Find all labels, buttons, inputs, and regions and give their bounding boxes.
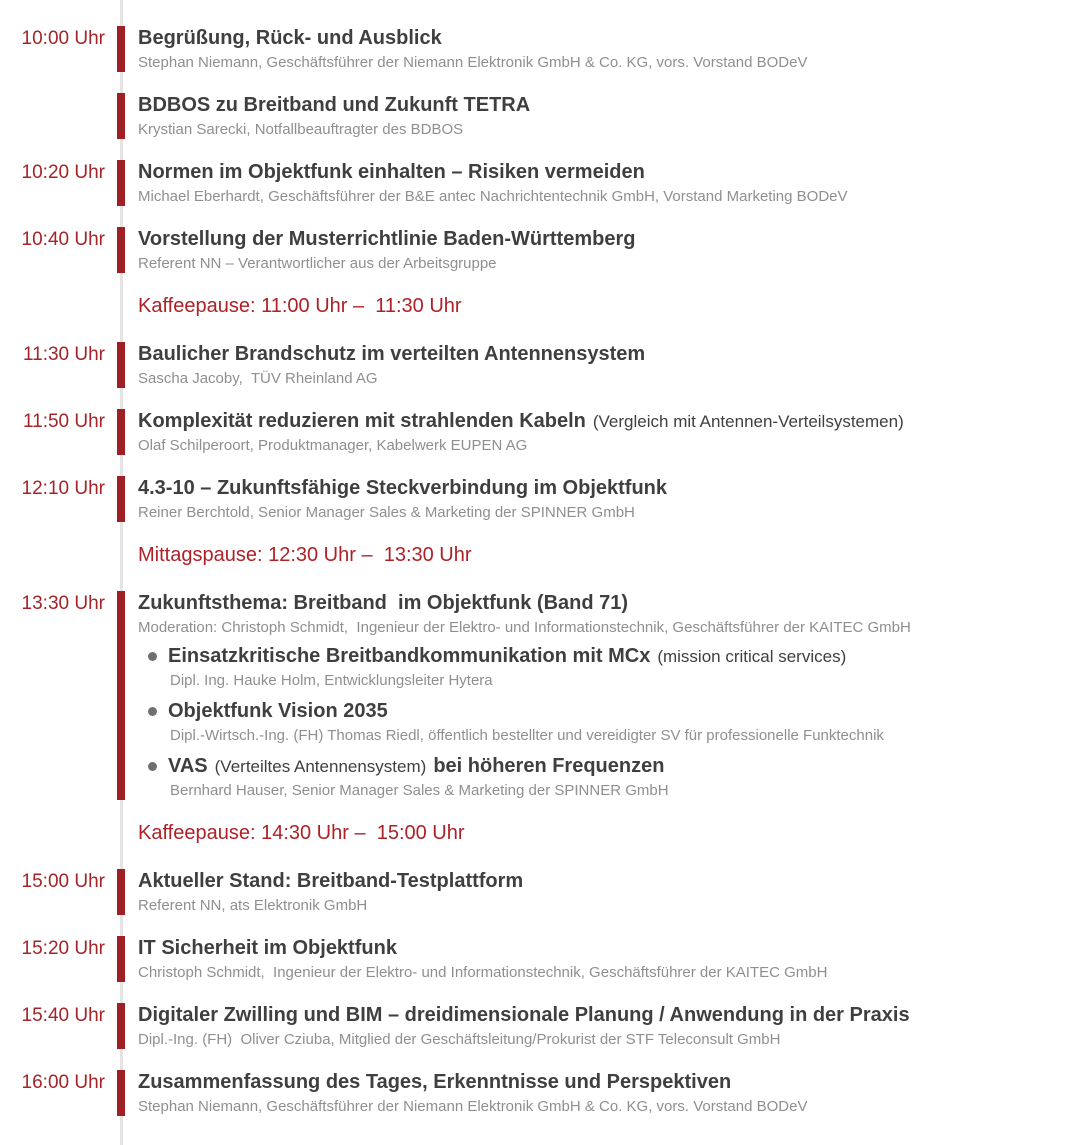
session-speaker: Krystian Sarecki, Notfallbeauftragter des BDBOS — [138, 121, 464, 138]
session-title: Digitaler Zwilling und BIM – dreidimensionale Planung / Anwendung in der Praxis — [138, 1004, 910, 1026]
break-time-spacer — [0, 543, 105, 567]
session-content — [138, 1070, 1080, 1116]
session-accent-bar — [117, 342, 125, 388]
session-time: 11:30 Uhr — [22, 344, 105, 365]
session-time: 15:40 Uhr — [21, 1005, 105, 1026]
agenda-break-row — [0, 294, 1080, 318]
session-content — [138, 409, 1080, 455]
bullet-icon — [148, 652, 157, 661]
session-time: 10:40 Uhr — [21, 229, 105, 250]
session-accent-bar — [117, 476, 125, 522]
session-accent-bar — [117, 409, 125, 455]
session-speaker: Olaf Schilperoort, Produktmanager, Kabelwerk EUPEN AG — [138, 437, 528, 454]
session-accent-bar — [117, 26, 125, 72]
session-content — [138, 93, 1080, 139]
sub-topic-speaker: Bernhard Hauser, Senior Manager Sales & Marketing der SPINNER GmbH — [170, 782, 669, 799]
sub-topic-title-note: (Verteiltes Antennensystem) — [214, 757, 427, 776]
agenda-session-row — [0, 409, 1080, 455]
session-speaker: Sascha Jacoby, TÜV Rheinland AG — [138, 370, 378, 387]
session-time: 11:50 Uhr — [22, 411, 105, 432]
agenda-session-row — [0, 591, 1080, 800]
break-label: Kaffeepause: 14:30 Uhr – 15:00 Uhr — [138, 822, 465, 844]
sub-topic-title: VAS (Verteiltes Antennensystem) bei höheren Frequenzen — [168, 754, 1080, 779]
session-time: 12:10 Uhr — [21, 478, 105, 499]
sub-topic-title-note: (mission critical services) — [657, 647, 847, 666]
session-accent-bar — [117, 591, 125, 800]
session-time: 15:00 Uhr — [21, 871, 105, 892]
break-bar-spacer — [117, 294, 125, 318]
session-title: Normen im Objektfunk einhalten – Risiken vermeiden — [138, 161, 645, 183]
session-speaker: Christoph Schmidt, Ingenieur der Elektro- und Informationstechnik, Geschäftsführer der KAITEC GmbH — [138, 964, 828, 981]
session-title: Baulicher Brandschutz im verteilten Antennensystem — [138, 343, 646, 365]
session-title: Vorstellung der Musterrichtlinie Baden-Württemberg — [138, 228, 636, 250]
session-title: Zusammenfassung des Tages, Erkenntnisse und Perspektiven — [138, 1071, 732, 1093]
session-accent-bar — [117, 869, 125, 915]
session-time: 10:20 Uhr — [21, 162, 105, 183]
agenda-session-row — [0, 342, 1080, 388]
agenda-session-row — [0, 869, 1080, 915]
session-speaker: Moderation: Christoph Schmidt, Ingenieur der Elektro- und Informationstechnik, Geschäftsführer der KAITEC GmbH — [138, 619, 911, 636]
session-content — [138, 342, 1080, 388]
agenda-session-row — [0, 936, 1080, 982]
session-speaker: Michael Eberhardt, Geschäftsführer der B&E antec Nachrichtentechnik GmbH, Vorstand Marketing BODeV — [138, 188, 848, 205]
session-title: 4.3-10 – Zukunftsfähige Steckverbindung im Objektfunk — [138, 477, 667, 499]
session-time: 13:30 Uhr — [21, 593, 105, 614]
session-time: 16:00 Uhr — [21, 1072, 105, 1093]
session-accent-bar — [117, 160, 125, 206]
sub-topic-speaker: Dipl. Ing. Hauke Holm, Entwicklungsleiter Hytera — [170, 672, 493, 689]
agenda-session-row — [0, 227, 1080, 273]
session-title: Komplexität reduzieren mit strahlenden Kabeln (Vergleich mit Antennen-Verteilsystemen) — [138, 410, 904, 432]
session-accent-bar — [117, 227, 125, 273]
session-speaker: Referent NN, ats Elektronik GmbH — [138, 897, 368, 914]
sub-topic-title: Einsatzkritische Breitbandkommunikation mit MCx (mission critical services) — [168, 644, 1080, 669]
session-time: 15:20 Uhr — [21, 938, 105, 959]
sub-topic-speaker: Dipl.-Wirtsch.-Ing. (FH) Thomas Riedl, öffentlich bestellter und vereidigter SV für professionelle Funktechnik — [170, 727, 884, 744]
session-accent-bar — [117, 1070, 125, 1116]
session-title: Aktueller Stand: Breitband-Testplattform — [138, 870, 524, 892]
agenda-break-row — [0, 821, 1080, 845]
agenda-break-row — [0, 543, 1080, 567]
break-time-spacer — [0, 821, 105, 845]
session-content — [138, 1003, 1080, 1049]
session-accent-bar — [117, 936, 125, 982]
session-title: BDBOS zu Breitband und Zukunft TETRA — [138, 94, 531, 116]
break-bar-spacer — [117, 821, 125, 845]
sub-topic — [138, 644, 1080, 690]
session-speaker: Referent NN – Verantwortlicher aus der Arbeitsgruppe — [138, 255, 497, 272]
session-time: 10:00 Uhr — [21, 28, 105, 49]
session-content — [138, 591, 1080, 800]
session-content — [138, 869, 1080, 915]
session-accent-bar — [117, 1003, 125, 1049]
bullet-icon — [148, 707, 157, 716]
session-accent-bar — [117, 93, 125, 139]
session-speaker: Stephan Niemann, Geschäftsführer der Niemann Elektronik GmbH & Co. KG, vors. Vorstand BODeV — [138, 54, 808, 71]
session-content — [138, 160, 1080, 206]
bullet-icon — [148, 762, 157, 771]
session-content — [138, 936, 1080, 982]
agenda-session-row — [0, 1070, 1080, 1116]
agenda-session-row — [0, 93, 1080, 139]
session-speaker: Stephan Niemann, Geschäftsführer der Niemann Elektronik GmbH & Co. KG, vors. Vorstand BODeV — [138, 1098, 808, 1115]
agenda-session-row — [0, 1003, 1080, 1049]
session-speaker: Dipl.-Ing. (FH) Oliver Cziuba, Mitglied der Geschäftsleitung/Prokurist der STF Teleconsult GmbH — [138, 1031, 781, 1048]
agenda-session-row — [0, 26, 1080, 72]
agenda-session-row — [0, 160, 1080, 206]
sub-topic — [138, 754, 1080, 800]
break-label: Kaffeepause: 11:00 Uhr – 11:30 Uhr — [138, 295, 462, 317]
agenda-session-row — [0, 476, 1080, 522]
session-content — [138, 26, 1080, 72]
session-content — [138, 476, 1080, 522]
sub-topic-title: Objektfunk Vision 2035 — [168, 699, 1080, 724]
session-title: Begrüßung, Rück- und Ausblick — [138, 27, 442, 49]
session-title: IT Sicherheit im Objektfunk — [138, 937, 397, 959]
session-speaker: Reiner Berchtold, Senior Manager Sales & Marketing der SPINNER GmbH — [138, 504, 635, 521]
session-title: Zukunftsthema: Breitband im Objektfunk (Band 71) — [138, 592, 629, 614]
break-time-spacer — [0, 294, 105, 318]
session-time — [0, 93, 105, 139]
session-title-note: (Vergleich mit Antennen-Verteilsystemen) — [592, 412, 904, 431]
sub-topics — [138, 644, 1080, 800]
break-bar-spacer — [117, 543, 125, 567]
sub-topic — [138, 699, 1080, 745]
session-content — [138, 227, 1080, 273]
break-label: Mittagspause: 12:30 Uhr – 13:30 Uhr — [138, 544, 472, 566]
